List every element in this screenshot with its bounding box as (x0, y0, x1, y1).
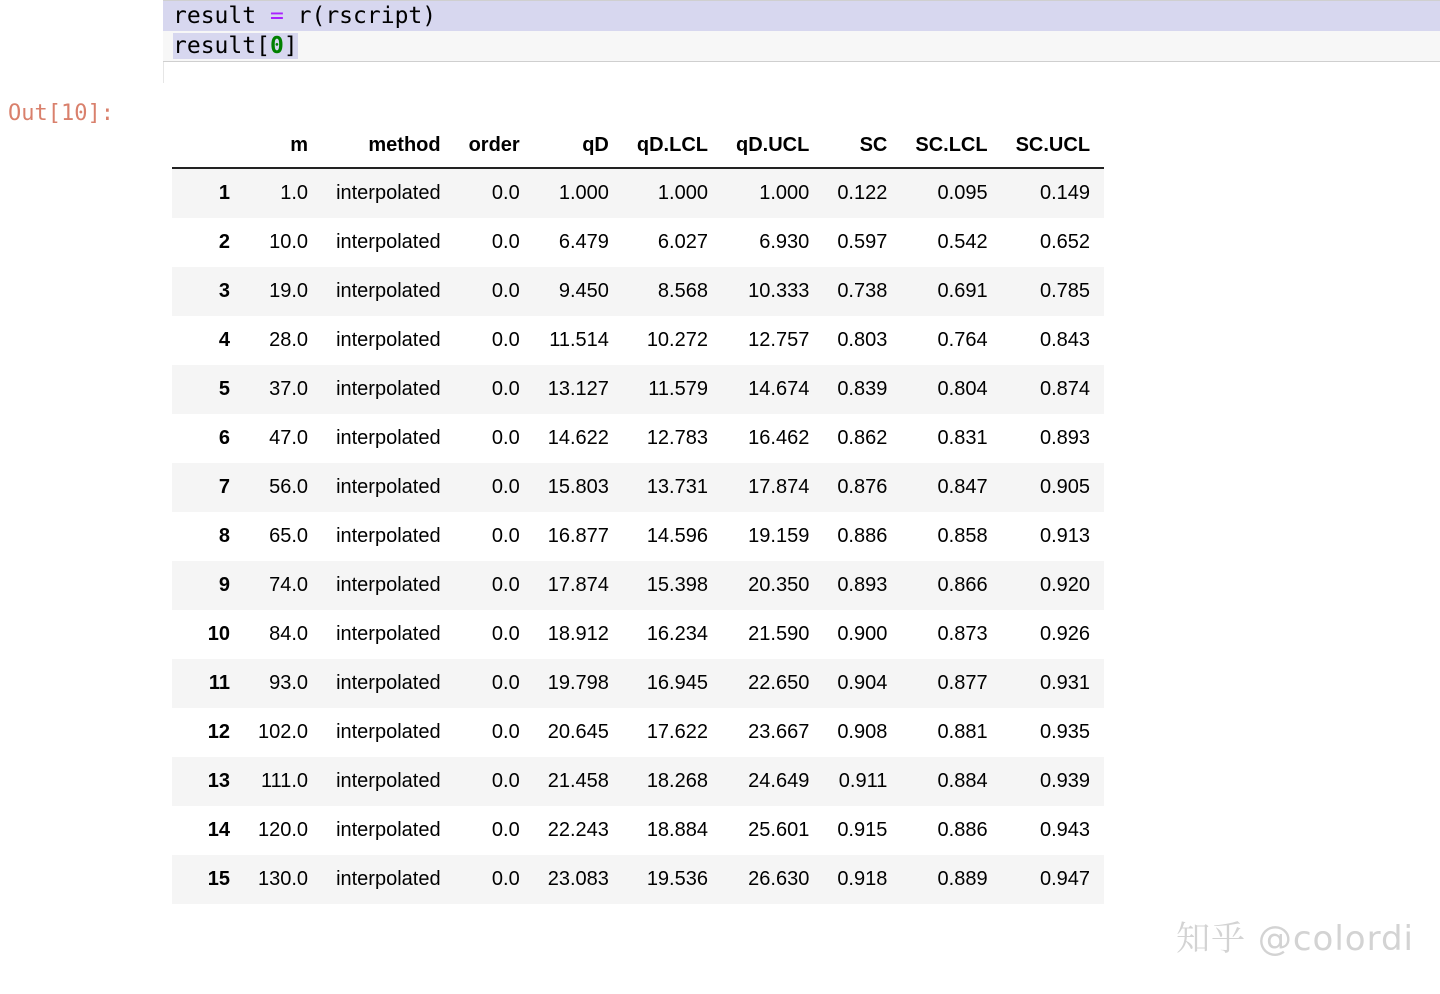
row-index: 2 (218, 231, 230, 253)
table-cell: 0.0 (491, 182, 520, 204)
table-cell: 0.804 (937, 378, 988, 400)
table-cell: 0.935 (1039, 721, 1091, 743)
table-cell: 0.893 (1039, 427, 1091, 449)
cell-method: interpolated (336, 819, 441, 841)
table-cell: 22.650 (748, 672, 810, 694)
table-cell: 1.000 (759, 182, 810, 204)
table-cell: 18.884 (646, 819, 708, 841)
table-header (172, 128, 1104, 168)
table-cell: 0.0 (491, 672, 520, 694)
column-header-sc-ucl: SC.UCL (1002, 128, 1104, 168)
table-cell: 14.622 (547, 427, 609, 449)
table-cell: 14.596 (646, 525, 708, 547)
column-header-qd-ucl: qD.UCL (722, 128, 823, 168)
dataframe-table (172, 128, 1104, 904)
table-cell: 0.908 (837, 721, 888, 743)
column-header-m: m (244, 128, 322, 168)
table-cell: 0.911 (838, 770, 888, 792)
row-index: 3 (218, 280, 230, 302)
table-cell: 0.843 (1039, 329, 1091, 351)
table-row (172, 757, 1104, 806)
table-cell: 65.0 (269, 525, 309, 547)
cell-method: interpolated (336, 574, 441, 596)
table-cell: 0.0 (491, 525, 520, 547)
table-cell: 0.831 (937, 427, 988, 449)
table-cell: 16.462 (748, 427, 810, 449)
table-cell: 10.333 (748, 280, 810, 302)
table-cell: 102.0 (258, 721, 309, 743)
table-cell: 0.0 (491, 770, 520, 792)
table-cell: 10.0 (269, 231, 309, 253)
table-cell: 1.000 (657, 182, 708, 204)
table-row (172, 316, 1104, 365)
table-cell: 0.542 (937, 231, 988, 253)
table-cell: 13.731 (646, 476, 708, 498)
table-cell: 0.0 (491, 574, 520, 596)
table-row (172, 610, 1104, 659)
output-prompt: Out[10]: (8, 101, 114, 126)
row-index: 5 (218, 378, 230, 400)
table-cell: 1.0 (280, 182, 309, 204)
column-header-sc: SC (823, 128, 901, 168)
cell-method: interpolated (336, 672, 441, 694)
table-cell: 6.027 (657, 231, 708, 253)
code-line-1-text-b: r(rscript) (283, 3, 437, 29)
input-prompt-gutter (0, 0, 164, 83)
table-cell: 0.0 (491, 868, 520, 890)
table-cell: 130.0 (258, 868, 309, 890)
table-cell: 0.0 (491, 819, 520, 841)
table-cell: 19.0 (269, 280, 309, 302)
table-cell: 0.893 (837, 574, 888, 596)
table-cell: 0.904 (837, 672, 888, 694)
table-cell: 25.601 (748, 819, 810, 841)
table-body (172, 168, 1104, 904)
table-cell: 0.866 (937, 574, 988, 596)
code-line-1-operator: = (269, 3, 284, 29)
cell-method: interpolated (336, 231, 441, 253)
column-header-qd: qD (534, 128, 623, 168)
table-cell: 47.0 (269, 427, 309, 449)
table-cell: 9.450 (558, 280, 609, 302)
table-cell: 14.674 (748, 378, 810, 400)
row-index: 1 (218, 182, 230, 204)
table-cell: 0.905 (1039, 476, 1091, 498)
table-cell: 12.757 (748, 329, 810, 351)
table-row (172, 365, 1104, 414)
table-row (172, 512, 1104, 561)
table-cell: 16.234 (646, 623, 708, 645)
table-cell: 19.536 (646, 868, 708, 890)
table-row (172, 659, 1104, 708)
column-header-sc-lcl: SC.LCL (901, 128, 1001, 168)
table-cell: 0.877 (937, 672, 988, 694)
table-cell: 0.0 (491, 427, 520, 449)
table-cell: 20.645 (547, 721, 609, 743)
table-cell: 0.889 (937, 868, 988, 890)
row-index: 6 (218, 427, 230, 449)
table-row (172, 855, 1104, 904)
table-cell: 0.149 (1039, 182, 1091, 204)
table-cell: 24.649 (748, 770, 810, 792)
table-cell: 28.0 (269, 329, 309, 351)
table-cell: 13.127 (547, 378, 609, 400)
row-index: 10 (207, 623, 230, 645)
cell-method: interpolated (336, 427, 441, 449)
table-cell: 17.622 (646, 721, 708, 743)
table-cell: 0.931 (1039, 672, 1091, 694)
table-header-row (172, 128, 1104, 168)
row-index: 7 (218, 476, 230, 498)
table-cell: 19.798 (547, 672, 609, 694)
table-cell: 19.159 (748, 525, 810, 547)
table-cell: 0.0 (491, 231, 520, 253)
table-cell: 21.458 (547, 770, 609, 792)
table-cell: 22.243 (547, 819, 609, 841)
table-cell: 0.597 (837, 231, 888, 253)
cell-method: interpolated (336, 476, 441, 498)
code-line-1[interactable] (163, 1, 1440, 31)
table-cell: 0.785 (1039, 280, 1091, 302)
table-cell: 111.0 (260, 770, 309, 792)
table-cell: 0.876 (837, 476, 888, 498)
table-cell: 0.881 (937, 721, 988, 743)
table-row (172, 218, 1104, 267)
table-cell: 17.874 (547, 574, 609, 596)
table-cell: 15.398 (646, 574, 708, 596)
table-cell: 0.803 (837, 329, 888, 351)
table-cell: 56.0 (269, 476, 309, 498)
table-cell: 18.268 (646, 770, 708, 792)
table-row (172, 463, 1104, 512)
table-cell: 0.095 (937, 182, 988, 204)
table-cell: 0.862 (837, 427, 888, 449)
row-index: 14 (207, 819, 230, 841)
table-row (172, 414, 1104, 463)
table-cell: 1.000 (558, 182, 609, 204)
table-cell: 0.915 (837, 819, 888, 841)
table-cell: 74.0 (269, 574, 309, 596)
table-cell: 16.877 (547, 525, 609, 547)
row-index: 15 (207, 868, 230, 890)
table-cell: 15.803 (547, 476, 609, 498)
table-cell: 26.630 (748, 868, 810, 890)
table-cell: 6.479 (558, 231, 609, 253)
table-cell: 0.886 (937, 819, 988, 841)
table-cell: 0.738 (837, 280, 888, 302)
row-index: 8 (218, 525, 230, 547)
table-cell: 23.083 (547, 868, 609, 890)
table-cell: 0.847 (937, 476, 988, 498)
table-cell: 23.667 (748, 721, 810, 743)
cell-method: interpolated (336, 770, 441, 792)
cell-method: interpolated (336, 329, 441, 351)
table-cell: 0.900 (837, 623, 888, 645)
column-header-order: order (455, 128, 534, 168)
table-cell: 0.939 (1039, 770, 1091, 792)
table-cell: 84.0 (269, 623, 309, 645)
cell-method: interpolated (336, 182, 441, 204)
table-cell: 0.913 (1039, 525, 1091, 547)
row-index: 13 (207, 770, 230, 792)
code-line-2-text-a: result[ (173, 33, 270, 59)
table-cell: 0.0 (491, 476, 520, 498)
column-header-index (172, 128, 244, 168)
cell-method: interpolated (336, 721, 441, 743)
table-cell: 93.0 (269, 672, 309, 694)
table-cell: 0.0 (491, 623, 520, 645)
table-cell: 0.0 (491, 280, 520, 302)
table-cell: 0.839 (837, 378, 888, 400)
cell-method: interpolated (336, 868, 441, 890)
cell-method: interpolated (336, 378, 441, 400)
table-cell: 11.514 (549, 329, 609, 351)
table-row (172, 168, 1104, 218)
table-cell: 20.350 (748, 574, 810, 596)
table-cell: 8.568 (657, 280, 708, 302)
table-cell: 0.926 (1039, 623, 1091, 645)
column-header-method: method (322, 128, 455, 168)
table-cell: 0.652 (1039, 231, 1091, 253)
code-line-2-index: 0 (269, 33, 284, 59)
table-cell: 21.590 (748, 623, 810, 645)
code-line-1-text-a: result (173, 3, 270, 29)
table-cell: 0.0 (491, 378, 520, 400)
cell-method: interpolated (336, 280, 441, 302)
row-index: 4 (218, 329, 230, 351)
table-row (172, 561, 1104, 610)
table-cell: 17.874 (748, 476, 810, 498)
table-cell: 0.122 (837, 182, 888, 204)
table-cell: 0.691 (937, 280, 988, 302)
table-cell: 16.945 (646, 672, 708, 694)
table-cell: 120.0 (258, 819, 309, 841)
code-editor[interactable] (163, 0, 1440, 62)
table-cell: 0.884 (937, 770, 988, 792)
table-cell: 10.272 (646, 329, 708, 351)
table-cell: 0.764 (937, 329, 988, 351)
table-cell: 11.579 (648, 378, 708, 400)
table-cell: 18.912 (547, 623, 609, 645)
table-row (172, 806, 1104, 855)
row-index: 12 (207, 721, 230, 743)
table-cell: 0.886 (837, 525, 888, 547)
table-cell: 6.930 (759, 231, 810, 253)
column-header-qd-lcl: qD.LCL (623, 128, 722, 168)
table-cell: 0.0 (491, 721, 520, 743)
table-row (172, 267, 1104, 316)
table-cell: 12.783 (646, 427, 708, 449)
table-cell: 0.858 (937, 525, 988, 547)
table-cell: 0.920 (1039, 574, 1091, 596)
table-cell: 37.0 (269, 378, 309, 400)
table-cell: 0.943 (1039, 819, 1091, 841)
code-line-2[interactable] (163, 31, 1440, 61)
table-cell: 0.0 (491, 329, 520, 351)
table-cell: 0.874 (1039, 378, 1091, 400)
table-cell: 0.918 (837, 868, 888, 890)
table-cell: 0.947 (1039, 868, 1091, 890)
table-row (172, 708, 1104, 757)
row-index: 11 (208, 672, 230, 694)
dataframe-output (172, 128, 1182, 904)
cell-method: interpolated (336, 525, 441, 547)
code-line-2-text-b: ] (283, 33, 298, 59)
watermark: 知乎 @colordi (1176, 919, 1414, 959)
table-cell: 0.873 (937, 623, 988, 645)
row-index: 9 (218, 574, 230, 596)
cell-method: interpolated (336, 623, 441, 645)
